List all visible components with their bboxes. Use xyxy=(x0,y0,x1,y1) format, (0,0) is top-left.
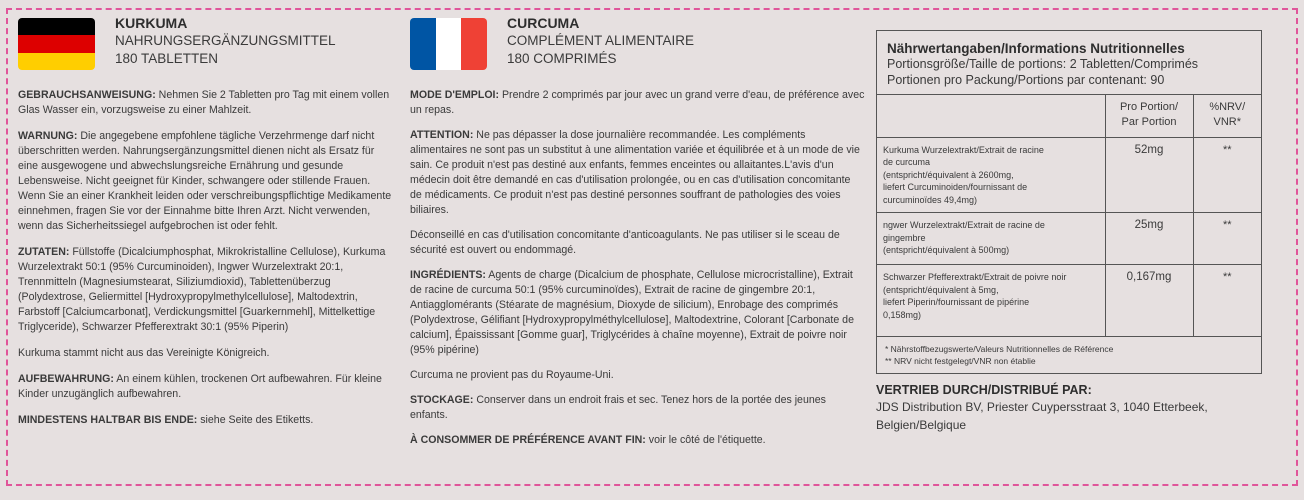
nutrition-footnotes: * Nährstoffbezugswerte/Valeurs Nutritionnelles de Référence ** NRV nicht festgelegt/VNR non établie xyxy=(885,344,1114,366)
distributor-title: VERTRIEB DURCH/DISTRIBUÉ PAR: xyxy=(876,383,1092,397)
german-header xyxy=(18,14,396,88)
table-header-row xyxy=(877,95,1261,137)
warning-paragraph: ATTENTION: Ne pas dépasser la dose journalière recommandée. Les compléments alimentaires ne sont pas un substitut à une alimentation variée et équilibrée et à un mode de vie sain. Ce produit n'est pas destiné aux enfants, femmes enceintes ou allaitantes.L'avis d'un médecin doit être demandé en cas d'utilisation prolongée, ou en cas d'utilisation concomitante de médicaments. Ce produit n'est pas destiné personnes souffrant de pathologies des voies biliaires. xyxy=(410,129,860,216)
ingredient-amount: 52mg xyxy=(1105,137,1193,213)
product-type: NAHRUNGSERGÄNZUNGSMITTEL xyxy=(115,33,336,48)
nutrition-title: Nährwertangaben/Informations Nutritionnelles xyxy=(887,41,1185,56)
distributor-address: JDS Distribution BV, Priester Cuypersstraat 3, 1040 Etterbeek, xyxy=(876,400,1208,414)
portions-per-pack: Portionen pro Packung/Portions par contenant: 90 xyxy=(887,73,1165,87)
table-row xyxy=(877,213,1261,265)
product-count: 180 COMPRIMÉS xyxy=(507,51,617,66)
usage-paragraph: GEBRAUCHSANWEISUNG: Nehmen Sie 2 Tabletten pro Tag mit einem vollen Glas Wasser ein, vorzugsweise zu einer Mahlzeit. xyxy=(18,89,390,116)
french-column xyxy=(410,14,865,458)
product-count: 180 TABLETTEN xyxy=(115,51,219,66)
storage-paragraph: STOCKAGE: Conserver dans un endroit frais et sec. Tenez hors de la portée des jeunes enfants. xyxy=(410,394,826,421)
portion-size: Portionsgröße/Taille de portions: 2 Tabletten/Comprimés xyxy=(887,57,1199,71)
anticoagulant-paragraph: Déconseillé en cas d'utilisation concomitante d'anticoagulants. Ne pas utiliser si le sceau de sécurité est ouvert ou endommagé. xyxy=(410,229,840,256)
ingredient-name: ngwer Wurzelextrakt/Extrait de racine de gingembre (entspricht/équivalent à 500mg) xyxy=(883,220,1045,255)
ingredient-nrv: ** xyxy=(1193,265,1261,337)
per-portion-header: Pro Portion/ Par Portion xyxy=(1105,95,1193,137)
french-header xyxy=(410,14,865,88)
nrv-header: %NRV/ VNR* xyxy=(1193,95,1261,137)
ingredient-name: Schwarzer Pfefferextrakt/Extrait de poivre noir (entspricht/équivalent à 5mg, liefert Piperin/fournissant de pipérine 0,158mg) xyxy=(883,272,1067,320)
french-flag-icon xyxy=(410,18,487,70)
origin-paragraph: Curcuma ne provient pas du Royaume-Uni. xyxy=(410,369,614,381)
distributor-block xyxy=(876,382,1262,434)
product-type: COMPLÉMENT ALIMENTAIRE xyxy=(507,33,695,48)
german-column xyxy=(18,14,396,439)
ingredient-name: Kurkuma Wurzelextrakt/Extrait de racine de curcuma (entspricht/équivalent à 2600mg, liefert Curcuminoiden/fournissant de curcuminoïdes 49,4mg) xyxy=(883,144,1044,205)
distributor-country: Belgien/Belgique xyxy=(876,418,967,432)
warning-paragraph: WARNUNG: Die angegebene empfohlene tägliche Verzehrmenge darf nicht überschritten werden. Nahrungsergänzungsmittel dienen nicht als Ersatz für eine ausgewogene und abwechslungsreiche Ernährung und gesunde Lebensweise. Nicht geeignet für Kinder, schwangere oder stillende Frauen. Wenn Sie an einer Krankheit leiden oder verschreibungspflichtige Medikamente einnehmen, fragen Sie vor der Einnahme bitte Ihren Arzt. Nicht verwenden, wenn das Sicherheitssiegel aufgebrochen ist oder fehlt. xyxy=(18,130,392,232)
product-title: KURKUMA xyxy=(115,15,188,31)
table-row xyxy=(877,137,1261,213)
nutrition-panel xyxy=(876,30,1262,434)
ingredient-amount: 0,167mg xyxy=(1105,265,1193,337)
origin-paragraph: Kurkuma stammt nicht aus das Vereinigte Königreich. xyxy=(18,347,270,359)
best-before-paragraph: À CONSOMMER DE PRÉFÉRENCE AVANT FIN: voir le côté de l'étiquette. xyxy=(410,434,766,446)
german-flag-icon xyxy=(18,18,95,70)
ingredient-amount: 25mg xyxy=(1105,213,1193,265)
best-before-paragraph: MINDESTENS HALTBAR BIS ENDE: siehe Seite des Etiketts. xyxy=(18,414,314,426)
product-title: CURCUMA xyxy=(507,15,580,31)
ingredient-nrv: ** xyxy=(1193,213,1261,265)
ingredients-paragraph: ZUTATEN: Füllstoffe (Dicalciumphosphat, Mikrokristalline Cellulose), Kurkuma Wurzelextrakt 50:1 (95% Curcuminoiden), Ingwer Wurzelextrakt 20:1, Trennmitteln (Magnesiumstearat, Siliziumdioxid), Tablettenüberzug (Polydextrose, Geliermittel [Hydroxypropylmethylcellulose], Maltodextrin, Farbstoff [Calciumcarbonat], Verdickungsmittel [Guarkernmehl], Mittelkettige Triglyceride), Schwarzer Pfefferextrakt 30:1 (95% Piperin) xyxy=(18,246,386,333)
storage-paragraph: AUFBEWAHRUNG: An einem kühlen, trockenen Ort aufbewahren. Für kleine Kinder unzugänglich aufbewahren. xyxy=(18,373,382,400)
nutrition-table xyxy=(876,30,1262,374)
usage-paragraph: MODE D'EMPLOI: Prendre 2 comprimés par jour avec un grand verre d'eau, de préférence avec un repas. xyxy=(410,89,865,116)
ingredient-nrv: ** xyxy=(1193,137,1261,213)
table-row xyxy=(877,265,1261,337)
ingredients-paragraph: INGRÉDIENTS: Agents de charge (Dicalcium de phosphate, Cellulose microcristalline), Extrait de racine de curcuma 50:1 (95% curcuminoïdes), Extrait de racine de gingembre 20:1, Antiagglomérants (Stéarate de magnésium, Dioxyde de silicium), Enrobage des comprimés (Polydextrose, Gélifiant [Hydroxypropylméthylcellulose], Maltodextrine, Colorant [Carbonate de calcium], Épaississant [Gomme guar], Triglycérides à chaîne moyenne), Extrait de poivre noir (95% pipérine) xyxy=(410,269,854,356)
